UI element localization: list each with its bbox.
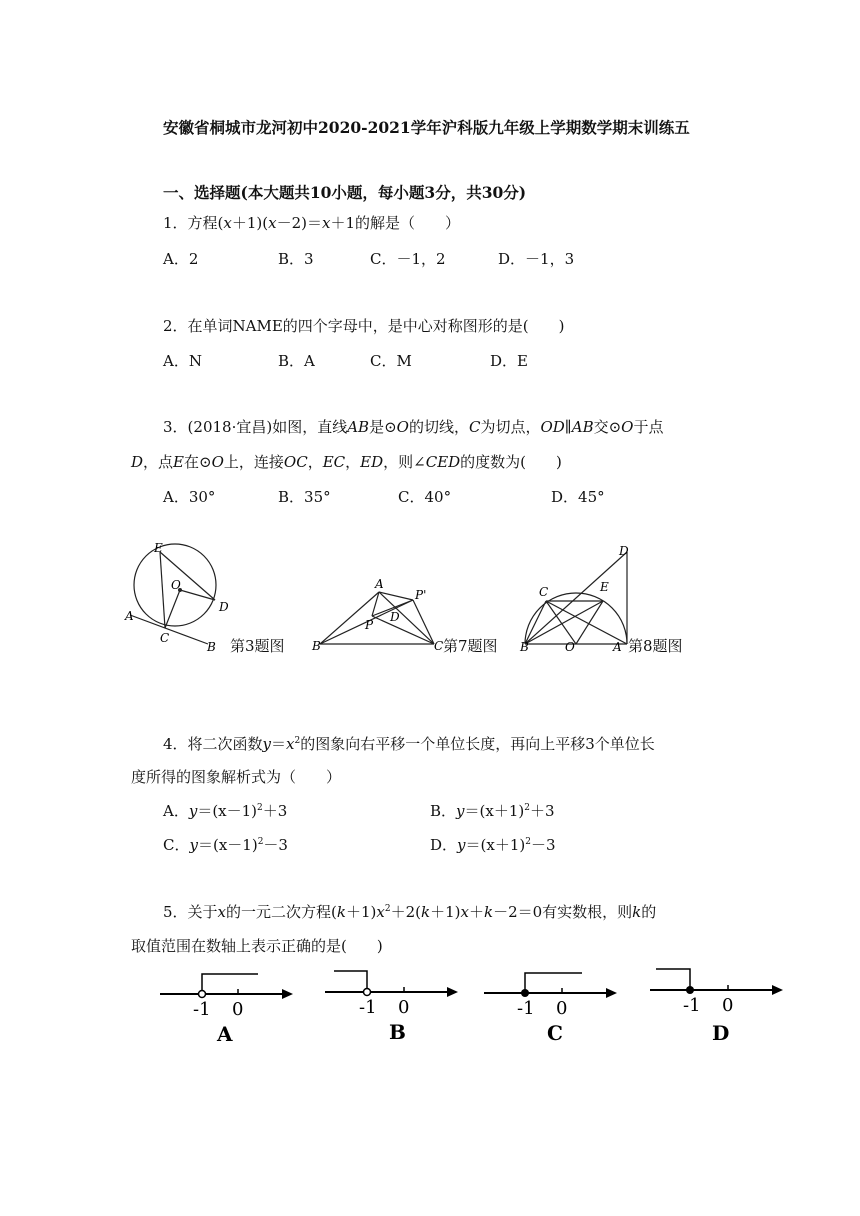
choice-c-label: C — [547, 1021, 563, 1045]
question-2-stem: 2．在单词NAME的四个字母中，是中心对称图形的是( ) — [163, 317, 565, 335]
fig3-label-a: A — [125, 609, 134, 623]
section-header: 一、选择题(本大题共10小题，每小题3分，共30分) — [163, 183, 527, 202]
question-2-option-b[interactable]: B．A — [278, 352, 315, 370]
question-1-option-a[interactable]: A．2 — [163, 250, 199, 268]
choice-b-label: B — [389, 1020, 406, 1044]
axis-d-neg1: -1 — [683, 995, 701, 1016]
fig8-label-e: E — [600, 580, 609, 594]
fig8-label-a: A — [613, 640, 622, 654]
question-5-line-2: 取值范围在数轴上表示正确的是( ) — [131, 937, 383, 955]
figure-8-caption: 第8题图 — [628, 637, 683, 655]
question-1-option-b[interactable]: B．3 — [278, 250, 314, 268]
fig7-label-c: C — [434, 639, 444, 653]
question-2-option-a[interactable]: A．N — [163, 352, 202, 370]
question-3-option-d[interactable]: D．45° — [551, 488, 605, 506]
question-1-option-c[interactable]: C．－1，2 — [370, 250, 446, 268]
question-4-option-a[interactable]: A．$y=(x-1)^2+3$ — [163, 802, 288, 820]
number-line-c[interactable] — [484, 968, 624, 1048]
fig7-label-p-prime: P' — [415, 588, 427, 602]
axis-c-zero: 0 — [556, 998, 568, 1019]
fig3-label-d: D — [219, 600, 229, 614]
question-4-option-d[interactable]: D．$y=(x+1)^2-3$ — [430, 836, 556, 854]
question-1-option-d[interactable]: D．－1，3 — [498, 250, 575, 268]
axis-b-neg1: -1 — [359, 997, 377, 1018]
fig3-label-c: C — [160, 631, 170, 645]
axis-d-zero: 0 — [722, 995, 734, 1016]
number-line-d[interactable] — [650, 964, 790, 1044]
fig8-label-b: B — [520, 640, 529, 654]
axis-c-neg1: -1 — [517, 998, 535, 1019]
fig7-label-p: P — [365, 618, 374, 632]
question-4-option-c[interactable]: C．$y=(x-1)^2-3$ — [163, 836, 288, 854]
number-line-a[interactable] — [160, 968, 300, 1048]
choice-d-label: D — [712, 1021, 730, 1044]
question-4-option-b[interactable]: B．$y=(x+1)^2+3$ — [430, 802, 555, 820]
fig7-label-a: A — [375, 577, 384, 591]
axis-a-zero: 0 — [232, 999, 244, 1020]
question-3-option-b[interactable]: B．35° — [278, 488, 331, 506]
fig8-label-o: O — [565, 640, 575, 654]
fig3-label-e: E — [154, 541, 163, 555]
question-2-option-c[interactable]: C．M — [370, 352, 412, 370]
question-2-option-d[interactable]: D．E — [490, 352, 528, 370]
figure-7-caption: 第7题图 — [443, 637, 498, 655]
page-title: 安徽省桐城市龙河初中2020-2021学年沪科版九年级上学期数学期末训练五 — [163, 118, 690, 137]
fig7-label-b: B — [312, 639, 321, 653]
question-3-line-1: 3．(2018·宜昌)如图，直线AB是⊙O的切线，C为切点，OD∥AB交⊙O于点 — [163, 418, 664, 436]
axis-b-zero: 0 — [398, 997, 410, 1018]
question-1-stem: 1．方程(x＋1)(x－2)＝x＋1的解是（ ） — [163, 214, 461, 232]
figure-8 — [513, 540, 633, 655]
figure-3-caption: 第3题图 — [230, 637, 285, 655]
question-3-option-a[interactable]: A．30° — [163, 488, 216, 506]
question-4-line-2: 度所得的图象解析式为（ ） — [131, 768, 342, 786]
axis-a-neg1: -1 — [193, 999, 211, 1020]
fig3-label-b: B — [207, 640, 216, 654]
question-3-option-c[interactable]: C．40° — [398, 488, 452, 506]
question-5-line-1: 5．关于x的一元二次方程$(k+1)x^2+2(k+1)x+k-2=0$有实数根，则k的 — [163, 903, 657, 921]
fig8-label-c: C — [539, 585, 549, 599]
figure-3 — [120, 538, 230, 658]
figure-7 — [310, 575, 450, 655]
fig7-label-d: D — [390, 610, 400, 624]
question-3-line-2: D，点E在⊙O上，连接OC，EC，ED，则∠CED的度数为( ) — [131, 453, 562, 471]
fig8-label-d: D — [619, 544, 629, 558]
fig3-label-o: O — [171, 578, 181, 592]
choice-a-label: A — [217, 1022, 233, 1046]
question-4-line-1: 4．将二次函数$y=x^2$的图象向右平移一个单位长度，再向上平移3个单位长 — [163, 735, 655, 753]
number-line-b[interactable] — [325, 965, 465, 1045]
